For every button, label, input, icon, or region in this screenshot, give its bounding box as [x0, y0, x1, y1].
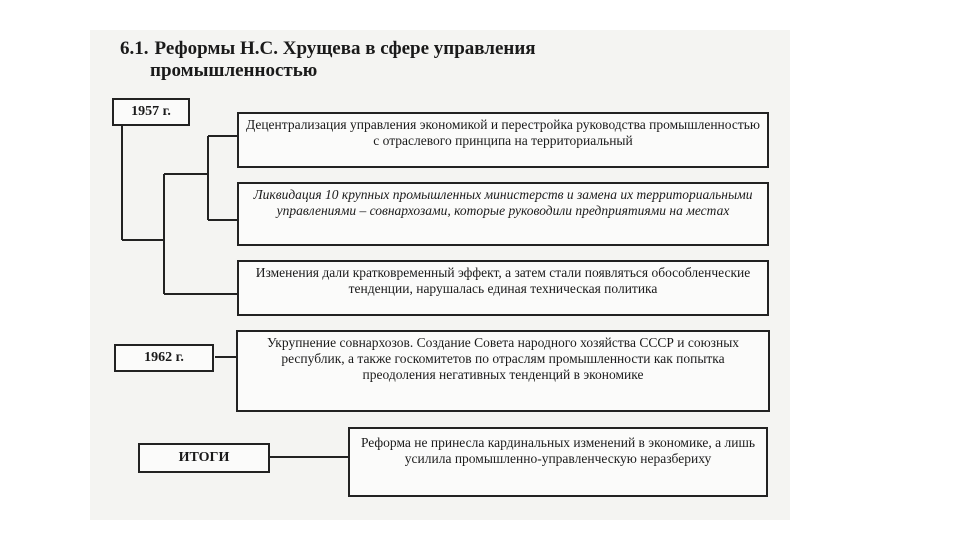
box-ministries-liquidation: Ликвидация 10 крупных промышленных министерств и замена их территориальными управлениями – совнархозами, которые руководили предприятиями на местах	[237, 182, 769, 246]
title-line-2: промышленностью	[150, 60, 318, 81]
year-1962-label: 1962 г.	[114, 344, 214, 372]
title-number: 6.1.	[120, 38, 149, 59]
year-1957-label: 1957 г.	[112, 98, 190, 126]
title-line-1: Реформы Н.С. Хрущева в сфере управления	[154, 38, 536, 59]
box-short-term-effect: Изменения дали кратковременный эффект, а затем стали появляться обособленческие тенденции, нарушалась единая техническая политика	[237, 260, 769, 316]
box-decentralization: Децентрализация управления экономикой и перестройка руководства промышленностью с отраслевого принципа на территориальный	[237, 112, 769, 168]
box-enlargement: Укрупнение совнархозов. Создание Совета народного хозяйства СССР и союзных республик, а также госкомитетов по отраслям промышленности как попытка преодоления негативных тенденций в экономике	[236, 330, 770, 412]
box-results: Реформа не принесла кардинальных изменений в экономике, а лишь усилила промышленно-управленческую неразбериху	[348, 427, 768, 497]
results-label: ИТОГИ	[138, 443, 270, 473]
